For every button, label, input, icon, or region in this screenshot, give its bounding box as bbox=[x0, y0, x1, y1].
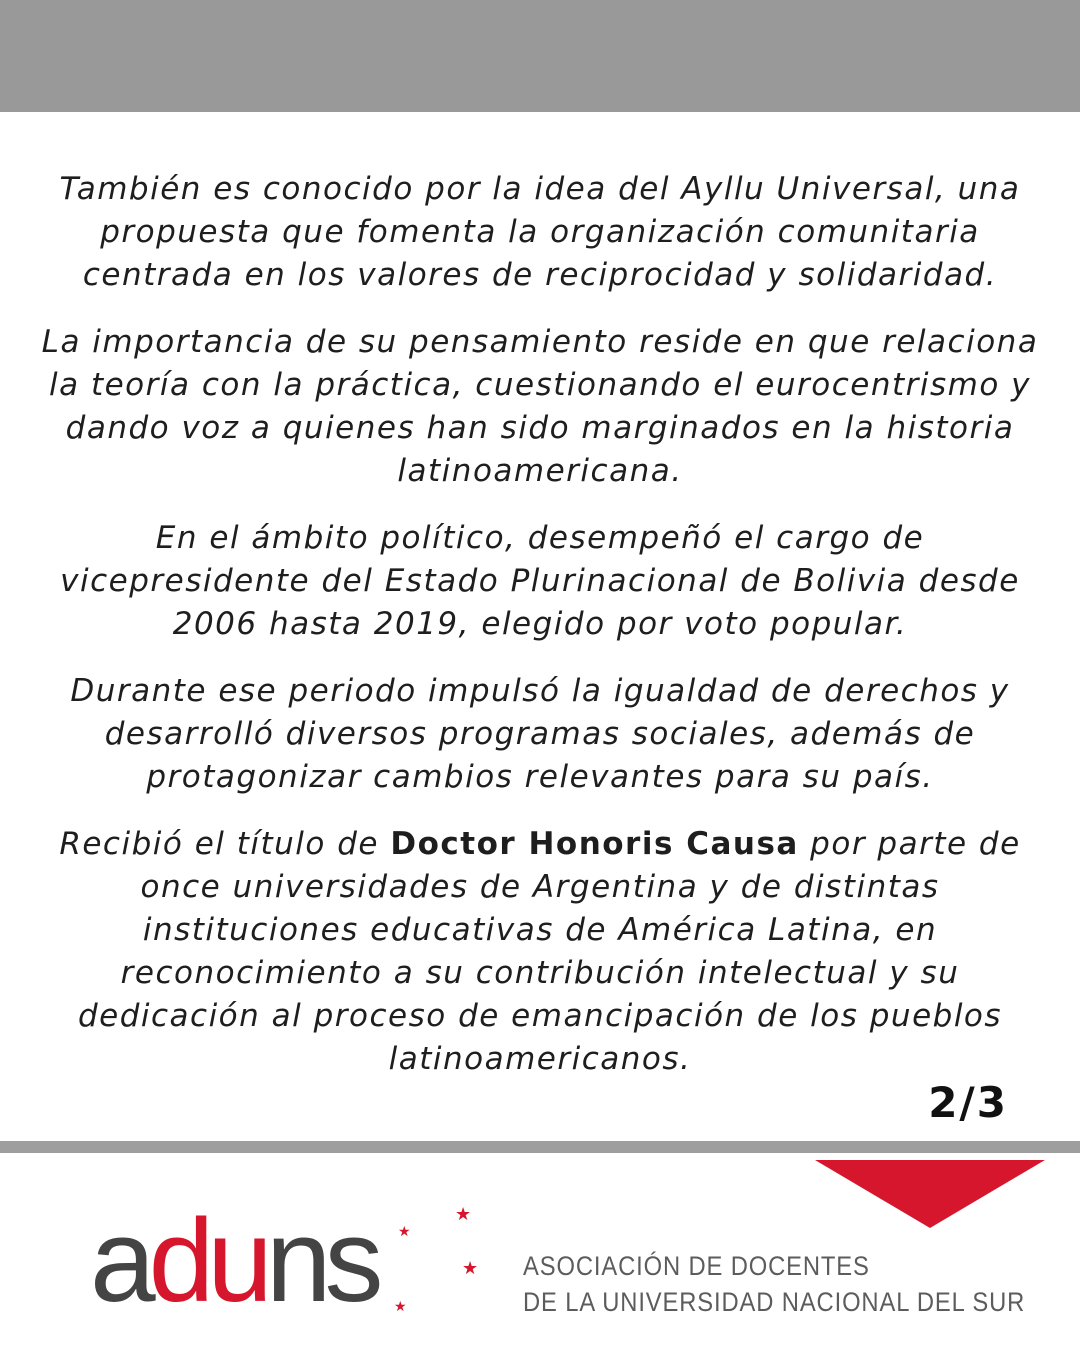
logo-letter-a: a bbox=[90, 1195, 149, 1327]
star-icon: ★ bbox=[455, 1204, 472, 1225]
page-indicator: 2/3 bbox=[928, 1078, 1008, 1127]
top-banner bbox=[0, 0, 1080, 112]
organization-name bbox=[523, 1248, 1025, 1320]
logo-wordmark bbox=[90, 1196, 377, 1326]
paragraph-2: La importancia de su pensamiento reside en que relaciona la teoría con la práctica, cuestionando el eurocentrismo y dando voz a quienes han sido marginados en la historia latinoamericana. bbox=[41, 324, 1039, 489]
organization-name-line-2: DE LA UNIVERSIDAD NACIONAL DEL SUR bbox=[523, 1287, 1026, 1317]
paragraph-1: También es conocido por la idea del Ayllu Universal, una propuesta que fomenta la organización comunitaria centrada en los valores de reciprocidad y solidaridad. bbox=[59, 171, 1021, 293]
article-body bbox=[30, 168, 1050, 1105]
paragraph-5 bbox=[30, 823, 1050, 1081]
paragraph-3: En el ámbito político, desempeñó el cargo de vicepresidente del Estado Plurinacional de Bolivia desde 2006 hasta 2019, elegido por voto popular. bbox=[60, 520, 1020, 642]
organization-name-line-1: ASOCIACIÓN DE DOCENTES bbox=[523, 1251, 870, 1281]
red-triangle-decoration bbox=[815, 1160, 1045, 1228]
paragraph-5-intro: Recibió el título de bbox=[59, 826, 391, 862]
paragraph-4: Durante ese periodo impulsó la igualdad de derechos y desarrolló diversos programas sociales, además de protagonizar cambios relevantes para su país. bbox=[70, 673, 1010, 795]
logo-letters-ns: ns bbox=[265, 1195, 377, 1327]
star-icon: ★ bbox=[394, 1299, 407, 1315]
paragraph-5-rest: por parte de once universidades de Argentina y de distintas instituciones educativas de América Latina, en reconocimiento a su contribución intelectual y su dedicación al proceso de emancipación de los pueblos latinoamericanos. bbox=[77, 826, 1021, 1077]
star-icon: ★ bbox=[398, 1224, 411, 1240]
footer-divider bbox=[0, 1141, 1080, 1153]
aduns-logo bbox=[90, 1196, 490, 1326]
star-icon: ★ bbox=[462, 1258, 479, 1279]
honorary-title: Doctor Honoris Causa bbox=[390, 826, 799, 862]
logo-letters-du: du bbox=[148, 1195, 266, 1327]
